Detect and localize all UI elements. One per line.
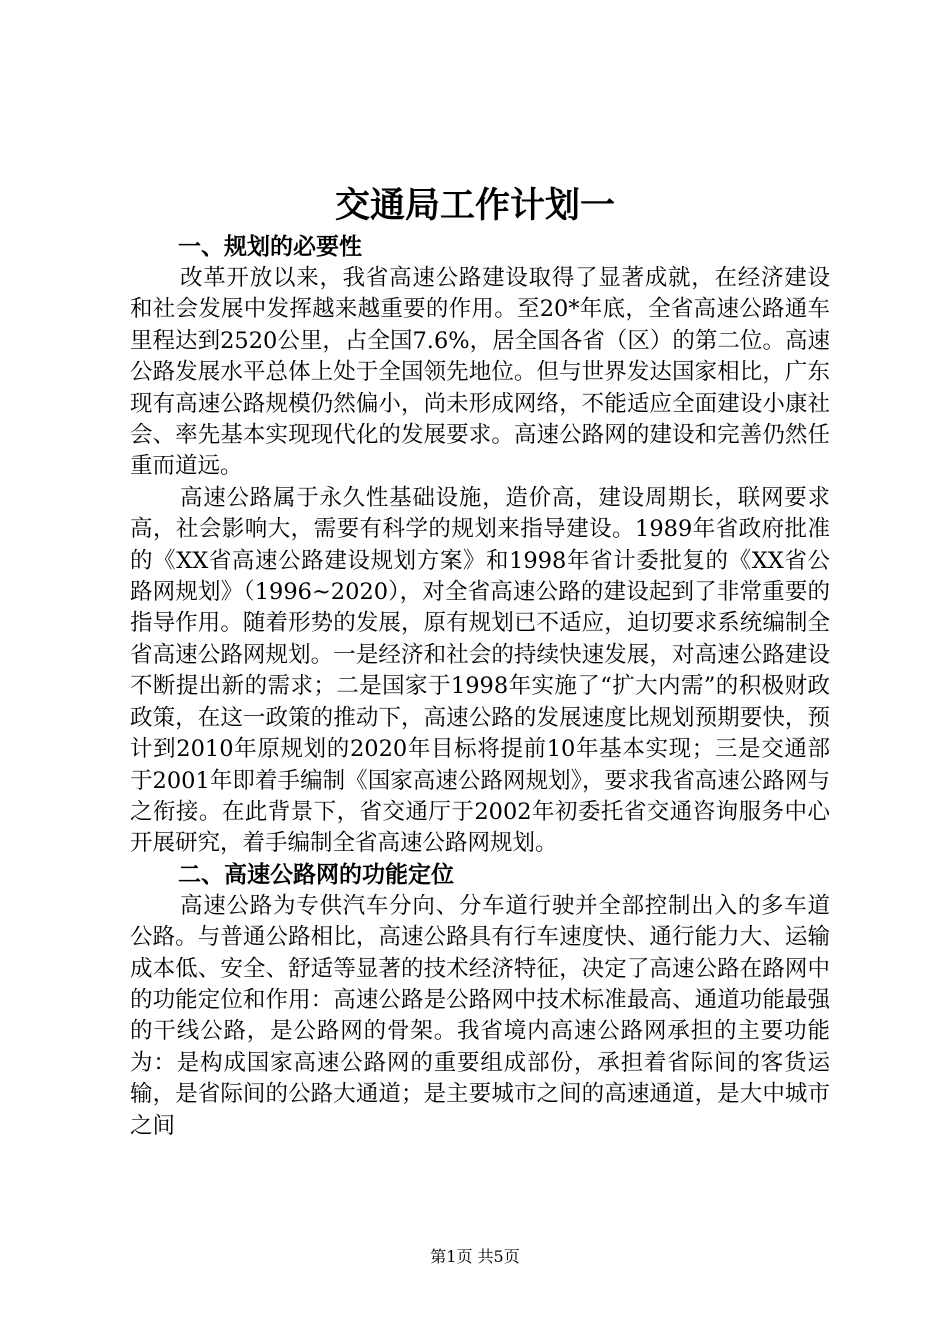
- page-footer: 第1页 共5页: [430, 1247, 520, 1266]
- paragraph: 高速公路为专供汽车分向、分车道行驶并全部控制出入的多车道公路。与普通公路相比，高速公路具有行车速度快、通行能力大、运输成本低、安全、舒适等显著的技术经济特征，决定了高速公路在路网中的功能定位和作用：高速公路是公路网中技术标准最高、通道功能最强的干线公路，是公路网的骨架。我省境内高速公路网承担的主要功能为：是构成国家高速公路网的重要组成部份，承担着省际间的客货运输，是省际间的公路大通道；是主要城市之间的高速通道，是大中城市之间: [130, 892, 830, 1139]
- section-heading: 二、高速公路网的功能定位: [178, 861, 454, 888]
- paragraph: 高速公路属于永久性基础设施，造价高，建设周期长，联网要求高，社会影响大，需要有科学的规划来指导建设。1989年省政府批准的《XX省高速公路建设规划方案》和1998年省计委批复的《XX省公路网规划》（1996~2020），对全省高速公路的建设起到了非常重要的指导作用。随着形势的发展，原有规划已不适应，迫切要求系统编制全省高速公路网规划。一是经济和社会的持续快速发展，对高速公路建设不断提出新的需求；二是国家于1998年实施了“扩大内需”的积极财政政策，在这一政策的推动下，高速公路的发展速度比规划预期要快，预计到2010年原规划的2020年目标将提前10年基本实现；三是交通部于2001年即着手编制《国家高速公路网规划》，要求我省高速公路网与之衔接。在此背景下，省交通厅于2002年初委托省交通咨询服务中心开展研究，着手编制全省高速公路网规划。: [130, 484, 830, 857]
- document-body: [130, 232, 830, 1142]
- document-title: 交通局工作计划一: [334, 185, 615, 226]
- paragraph: 改革开放以来，我省高速公路建设取得了显著成就，在经济建设和社会发展中发挥越来越重要的作用。至20*年底，全省高速公路通车里程达到2520公里，占全国7.6%，居全国各省（区）的第二位。高速公路发展水平总体上处于全国领先地位。但与世界发达国家相比，广东现有高速公路规模仍然偏小，尚未形成网络，不能适应全面建设小康社会、率先基本实现现代化的发展要求。高速公路网的建设和完善仍然任重而道远。: [130, 265, 830, 480]
- section-heading: 一、规划的必要性: [178, 234, 362, 260]
